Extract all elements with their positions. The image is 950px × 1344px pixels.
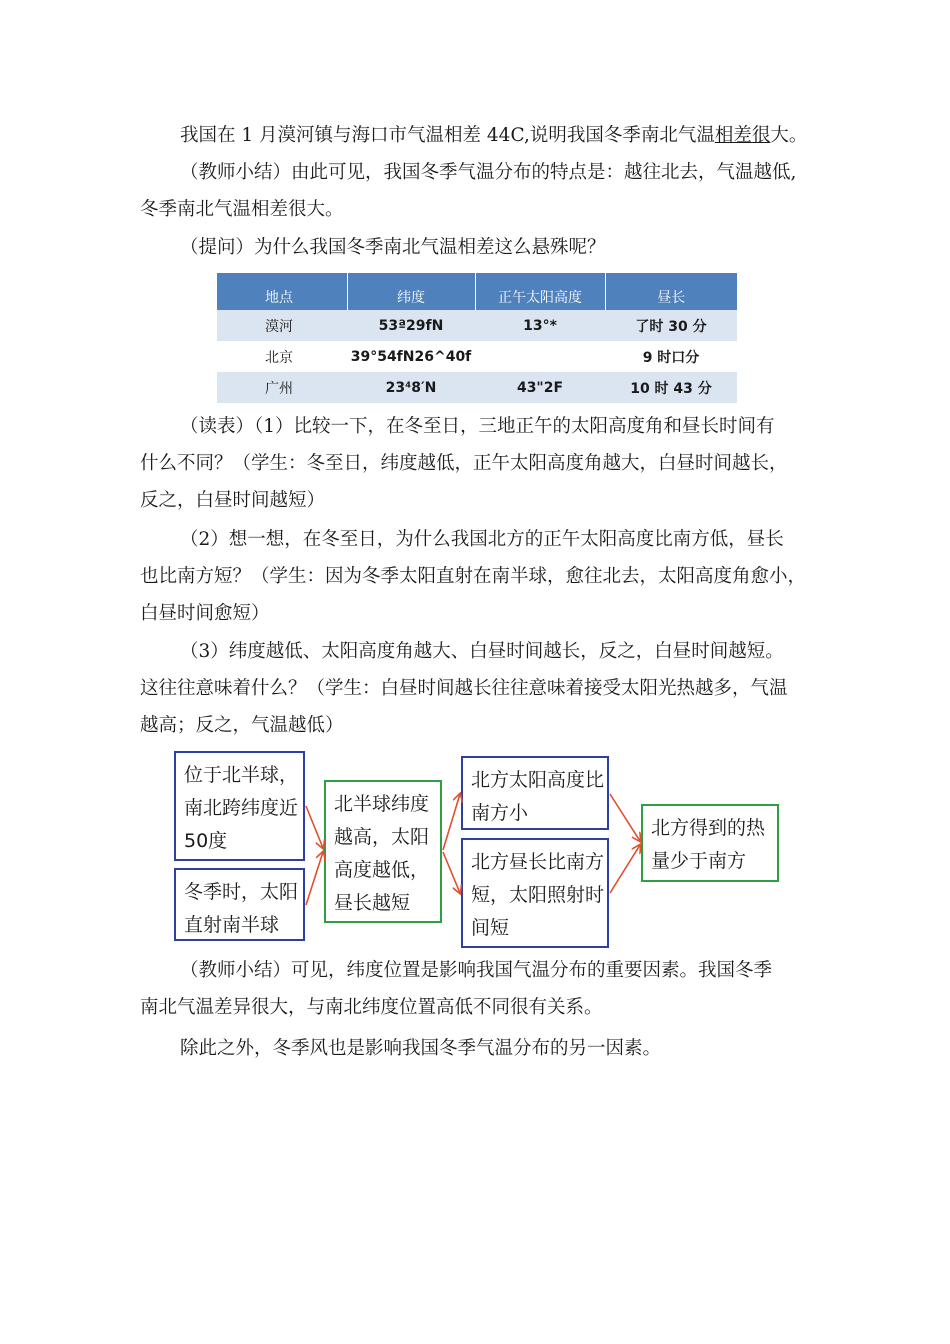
cell-place: 广州 [217,372,347,403]
flow-box-day-length [461,838,609,948]
flow-box-winter-sun [174,868,305,941]
question-3-paragraph [140,633,812,744]
header-latitude: 纬度 [347,273,475,310]
box-text: 50度 [184,830,228,852]
cell-place: 漠河 [217,310,347,341]
teacher-summary-2 [140,952,812,1026]
cell-latitude: 23⁴8′N [347,372,475,403]
cell-sun-altitude [475,341,605,372]
teacher-summary-1 [140,154,812,228]
summary2-line1: （教师小结）可见，纬度位置是影响我国气温分布的重要因素。我国冬季 [180,960,773,981]
box-text: 南方小 [471,802,529,824]
q3-line3: 越高；反之，气温越低） [140,715,344,736]
cell-latitude: 39°54fN26^40f [347,341,475,372]
box-text: 短，太阳照射时 [471,884,605,906]
box-text: 高度越低， [334,859,430,881]
summary1-line2: 冬季南北气温相差很大。 [140,199,344,220]
summary2-line2: 南北气温差异很大，与南北纬度位置高低不同很有关系。 [140,997,603,1018]
cell-place: 北京 [217,341,347,372]
box-text: 量少于南方 [651,850,747,872]
header-place: 地点 [217,273,347,310]
cell-sun-altitude: 13°* [475,310,605,341]
box-text: 南北跨纬度近 [184,797,299,819]
arrow-box4-to-box6 [610,794,640,841]
cell-sun-altitude: 43"2F [475,372,605,403]
box-text: 北半球纬度 [334,793,430,815]
latitude-table [217,273,737,403]
underlined-text: 相差很 [714,125,771,146]
box-text: 间短 [471,917,510,939]
question-line: （提问）为什么我国冬季南北气温相差这么悬殊呢？ [180,237,606,258]
intro-line [140,117,812,154]
flow-box-latitude-effect [324,780,442,923]
question-paragraph [140,229,812,266]
table-header-row [217,273,737,310]
q3-line1: （3）纬度越低、太阳高度角越大、白昼时间越长，反之，白昼时间越短。 [180,641,784,662]
arrow-box5-to-box6 [610,845,640,893]
question-2-paragraph [140,521,812,632]
box-text: 直射南半球 [184,914,280,936]
q2-line2: 也比南方短？（学生：因为冬季太阳直射在南半球，愈往北去，太阳高度角愈小， [140,566,807,587]
header-day-length: 昼长 [605,273,737,310]
q3-line2: 这往往意味着什么？（学生：白昼时间越长往往意味着接受太阳光热越多，气温 [140,678,788,699]
box-text: 冬季时，太阳 [184,881,299,903]
cell-latitude: 53ª29fN [347,310,475,341]
arrow-box3-to-box5 [443,852,460,893]
cell-day-length: 了时 30 分 [605,310,737,341]
header-sun-altitude: 正午太阳高度 [475,273,605,310]
closing-paragraph [140,1030,812,1067]
intro-paragraph [140,117,812,154]
read-table-line2: 什么不同？（学生：冬至日，纬度越低，正午太阳高度角越大，白昼时间越长， [140,453,788,474]
table-row [217,310,737,341]
flow-box-sun-altitude [461,756,609,830]
arrow-box1-to-box3 [306,806,323,848]
cell-day-length: 10 时 43 分 [605,372,737,403]
arrow-box2-to-box3 [306,852,323,905]
read-table-line3: 反之，白昼时间越短） [140,490,326,511]
read-table-line1: （读表）（1）比较一下，在冬至日，三地正午的太阳高度角和昼长时间有 [180,416,775,437]
closing-line: 除此之外，冬季风也是影响我国冬季气温分布的另一因素。 [180,1038,662,1059]
table-row [217,341,737,372]
box-text: 北方得到的热 [651,817,766,839]
intro-text-end: 大。 [770,125,808,146]
read-table-paragraph [140,408,812,519]
q2-line1: （2）想一想，在冬至日，为什么我国北方的正午太阳高度比南方低，昼长 [180,529,784,550]
table-row [217,372,737,403]
box-text: 昼长越短 [334,892,411,914]
intro-text: 我国在 1 月漠河镇与海口市气温相差 44C,说明我国冬季南北气温 [180,125,715,146]
arrow-box3-to-box4 [443,794,460,850]
flow-box-northern-hemisphere [174,751,305,861]
box-text: 北方太阳高度比 [471,769,605,791]
summary1-line1: （教师小结）由此可见，我国冬季气温分布的特点是：越往北去，气温越低, [180,162,797,183]
box-text: 北方昼长比南方 [471,851,605,873]
q2-line3: 白昼时间愈短） [140,603,270,624]
box-text: 位于北半球， [184,764,299,786]
box-text: 越高，太阳 [334,826,430,848]
flow-box-result [641,804,779,882]
cell-day-length: 9 时口分 [605,341,737,372]
